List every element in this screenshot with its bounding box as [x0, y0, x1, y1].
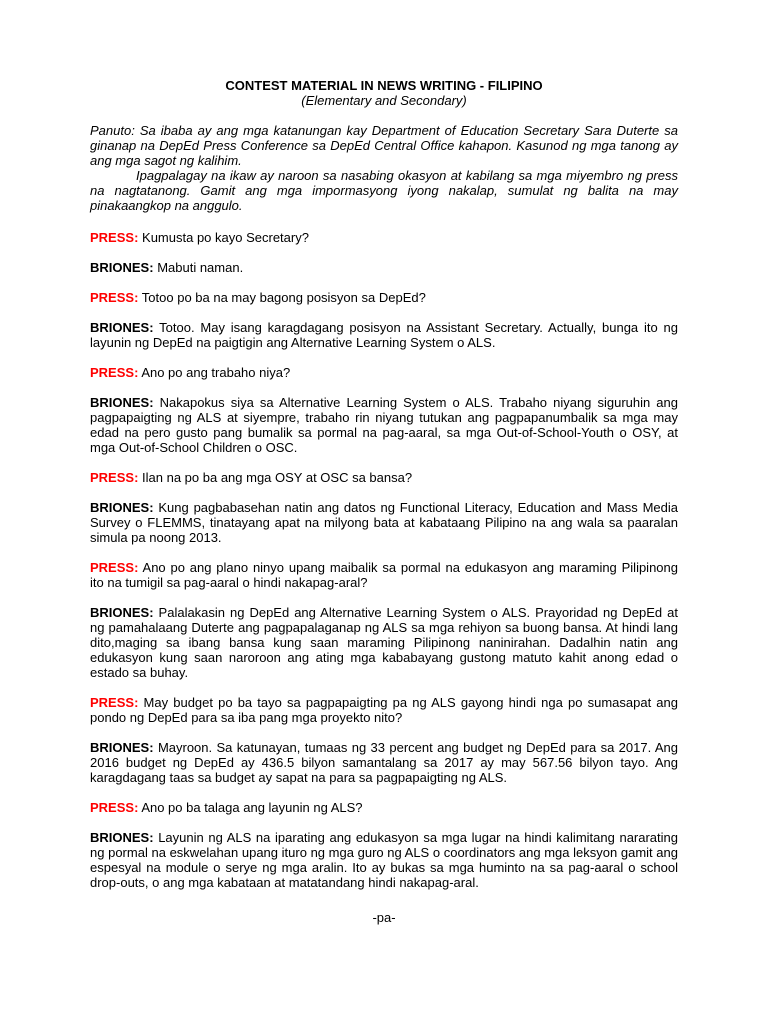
press-speaker-label: PRESS:	[90, 470, 139, 485]
dialogue-turn-briones	[90, 500, 678, 545]
dialogue-turn-press	[90, 290, 678, 305]
document-subtitle: (Elementary and Secondary)	[301, 93, 467, 108]
dialogue-text: Totoo. May isang karagdagang posisyon na Assistant Secretary. Actually, bunga ito ng layunin ng DepEd na paigtigin ang Alternative Learning System o ALS.	[90, 320, 678, 350]
briones-speaker-label: BRIONES:	[90, 320, 154, 335]
dialogue-turn-press	[90, 470, 678, 485]
press-speaker-label: PRESS:	[90, 365, 139, 380]
dialogue-text: Kumusta po kayo Secretary?	[142, 230, 309, 245]
dialogue-turn-briones	[90, 395, 678, 455]
dialogue-turn-press	[90, 695, 678, 725]
briones-speaker-label: BRIONES:	[90, 605, 154, 620]
dialogue-text: Mabuti naman.	[157, 260, 244, 275]
dialogue-text: Palalakasin ng DepEd ang Alternative Learning System o ALS. Prayoridad ng DepEd at ng pamahalaang Duterte ang pagpapalaganap ng ALS sa mga rehiyon sa buong bansa. At hindi lang dito,maging sa ibang bansa kung saan maraming Pilipinong naninirahan. Dadalhin natin ang edukasyon kung saan naroroon ang ating mga kababayang gustong matuto kahit anong edad o estado sa buhay.	[90, 605, 678, 680]
dialogue-section	[90, 230, 678, 890]
instruction-paragraph: Panuto: Sa ibaba ay ang mga katanungan kay Department of Education Secretary Sara Duterte sa ginanap na DepEd Press Conference sa DepEd Central Office kahapon. Kasunod ng mga tanong ay ang mga sagot ng kalihim.	[90, 123, 678, 168]
dialogue-text: Layunin ng ALS na iparating ang edukasyon sa mga lugar na hindi kalimitang nararating ng pormal na eskwelahan upang ituro ng mga guro ng ALS o coordinators ang mga leksyon gamit ang espesyal na module o serye ng mga aralin. Ito ay bukas sa mga huminto na sa pag-aaral o school drop-outs, o ang mga kabataan at matatandang hindi nakapag-aral.	[90, 830, 678, 890]
document-title: CONTEST MATERIAL IN NEWS WRITING - FILIPINO	[225, 78, 543, 93]
dialogue-turn-press	[90, 230, 678, 245]
dialogue-turn-briones	[90, 605, 678, 680]
briones-speaker-label: BRIONES:	[90, 500, 154, 515]
press-speaker-label: PRESS:	[90, 290, 139, 305]
dialogue-text: Nakapokus siya sa Alternative Learning System o ALS. Trabaho niyang siguruhin ang pagpapaigting ng ALS at siyempre, trabaho rin niyang tutukan ang pagpapanumbalik sa mga may edad na pero gusto pang bumalik sa pormal na pag-aaral, sa mga Out-of-School-Youth o OSY, at mga Out-of-School Children o OSC.	[90, 395, 678, 455]
dialogue-text: Ano po ang plano ninyo upang maibalik sa pormal na edukasyon ang maraming Pilipinong ito na tumigil sa pag-aaral o hindi nakapag-aral?	[90, 560, 678, 590]
dialogue-text: Ilan na po ba ang mga OSY at OSC sa bansa?	[142, 470, 413, 485]
press-speaker-label: PRESS:	[90, 800, 139, 815]
dialogue-text: Kung pagbabasehan natin ang datos ng Functional Literacy, Education and Mass Media Survey o FLEMMS, tinatayang apat na milyong bata at kabataang Pilipino na ang wala sa paaralan simula pa noong 2013.	[90, 500, 678, 545]
dialogue-turn-briones	[90, 830, 678, 890]
briones-speaker-label: BRIONES:	[90, 740, 154, 755]
dialogue-turn-briones	[90, 740, 678, 785]
dialogue-text: May budget po ba tayo sa pagpapaigting pa ng ALS gayong hindi nga po sumasapat ang pondo ng DepEd para sa iba pang mga proyekto nito?	[90, 695, 678, 725]
press-speaker-label: PRESS:	[90, 560, 139, 575]
dialogue-turn-briones	[90, 260, 678, 275]
press-speaker-label: PRESS:	[90, 230, 139, 245]
dialogue-turn-briones	[90, 320, 678, 350]
instruction-paragraph: Ipagpalagay na ikaw ay naroon sa nasabing okasyon at kabilang sa mga miyembro ng press na nagtatanong. Gamit ang mga impormasyong iyong nakalap, sumulat ng balita na may pinakaangkop na anggulo.	[90, 168, 678, 213]
dialogue-text: Ano po ang trabaho niya?	[141, 365, 291, 380]
briones-speaker-label: BRIONES:	[90, 830, 154, 845]
briones-speaker-label: BRIONES:	[90, 395, 154, 410]
page-footer: -pa-	[372, 910, 396, 925]
dialogue-text: Mayroon. Sa katunayan, tumaas ng 33 percent ang budget ng DepEd para sa 2017. Ang 2016 budget ng DepEd ay 436.5 bilyon samantalang sa 2017 ay may 567.56 bilyon tayo. Ang karagdagang taas sa budget ay sapat na para sa pagpapaigting ng ALS.	[90, 740, 678, 785]
document-page	[90, 78, 678, 905]
dialogue-turn-press	[90, 365, 678, 380]
dialogue-text: Ano po ba talaga ang layunin ng ALS?	[141, 800, 363, 815]
dialogue-text: Totoo po ba na may bagong posisyon sa DepEd?	[141, 290, 426, 305]
briones-speaker-label: BRIONES:	[90, 260, 154, 275]
press-speaker-label: PRESS:	[90, 695, 139, 710]
dialogue-turn-press	[90, 560, 678, 590]
dialogue-turn-press	[90, 800, 678, 815]
